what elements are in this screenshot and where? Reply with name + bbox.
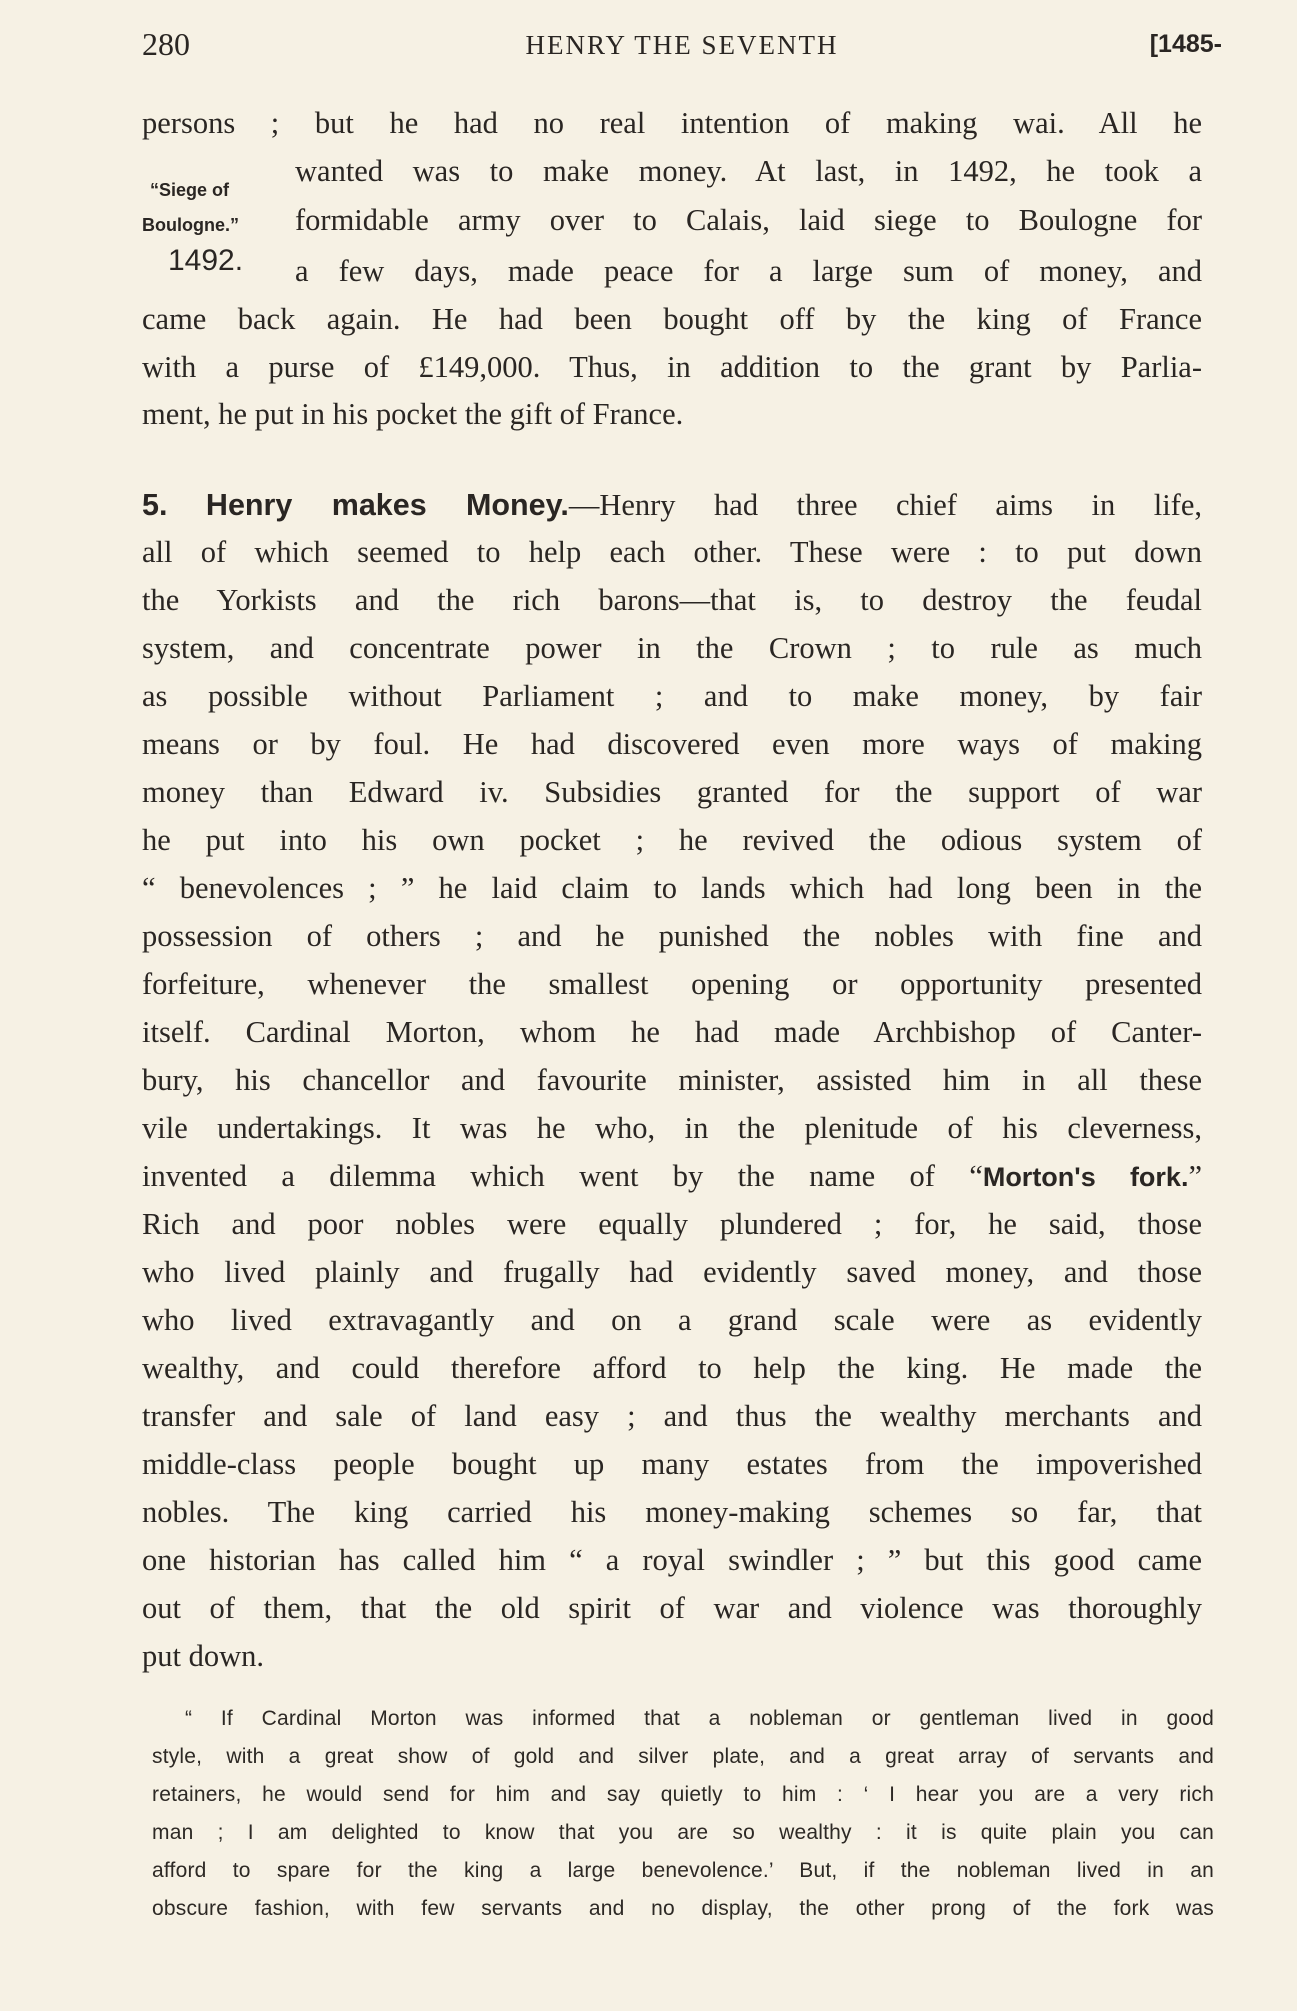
section-heading-line	[142, 488, 1202, 523]
section-number: 5.	[142, 488, 168, 522]
text-span: ”	[1188, 1159, 1202, 1193]
text-line: one historian has called him “ a royal swindler ; ” but this good came	[142, 1543, 1202, 1577]
footnote-line: style, with a great show of gold and silver plate, and a great array of servants and	[152, 1745, 1214, 1768]
section-title: Henry makes Money.	[205, 488, 569, 522]
text-line: wanted was to make money. At last, in 1492, he took a	[295, 154, 1202, 188]
page-number: 280	[142, 26, 190, 62]
mortons-fork-term: Morton's fork.	[982, 1162, 1189, 1192]
text-line: formidable army over to Calais, laid siege to Boulogne for	[295, 203, 1202, 237]
text-line: persons ; but he had no real intention of making wai. All he	[142, 106, 1202, 140]
text-line: itself. Cardinal Morton, whom he had made Archbishop of Canter-	[142, 1015, 1202, 1049]
text-line: who lived plainly and frugally had evidently saved money, and those	[142, 1255, 1202, 1289]
text-line: —Henry had three chief aims in life,	[568, 488, 1202, 522]
margin-note: “Siege of	[150, 180, 230, 200]
text-line: as possible without Parliament ; and to make money, by fair	[142, 679, 1202, 713]
text-line: he put into his own pocket ; he revived the odious system of	[142, 823, 1202, 857]
text-line: all of which seemed to help each other. These were : to put down	[142, 535, 1202, 569]
text-line: bury, his chancellor and favourite minister, assisted him in all these	[142, 1063, 1202, 1097]
text-line: possession of others ; and he punished the nobles with fine and	[142, 919, 1202, 953]
text-line	[142, 1159, 1202, 1194]
running-title: HENRY THE SEVENTH	[525, 30, 839, 60]
text-line: middle-class people bought up many estates from the impoverished	[142, 1447, 1202, 1481]
page-header	[142, 20, 1222, 70]
text-line: the Yorkists and the rich barons—that is, to destroy the feudal	[142, 583, 1202, 617]
margin-note: Boulogne.”	[142, 215, 239, 235]
text-line: wealthy, and could therefore afford to help the king. He made the	[142, 1351, 1202, 1385]
footnote-line: obscure fashion, with few servants and no display, the other prong of the fork was	[152, 1897, 1214, 1920]
text-line: nobles. The king carried his money-making schemes so far, that	[142, 1495, 1202, 1529]
text-line: put down.	[142, 1639, 264, 1673]
footnote-line: “ If Cardinal Morton was informed that a nobleman or gentleman lived in good	[185, 1707, 1214, 1730]
text-line: out of them, that the old spirit of war and violence was thoroughly	[142, 1591, 1202, 1625]
text-line: “ benevolences ; ” he laid claim to lands which had long been in the	[142, 871, 1202, 905]
footnote-line: afford to spare for the king a large benevolence.’ But, if the nobleman lived in an	[152, 1859, 1214, 1882]
footnote-line: retainers, he would send for him and say quietly to him : ‘ I hear you are a very rich	[152, 1783, 1214, 1806]
text-line: came back again. He had been bought off by the king of France	[142, 302, 1202, 336]
text-line: means or by foul. He had discovered even more ways of making	[142, 727, 1202, 761]
text-line: with a purse of £149,000. Thus, in addition to the grant by Parlia-	[142, 350, 1202, 384]
text-span: invented a dilemma which went by the name of “	[142, 1159, 983, 1193]
text-line: money than Edward iv. Subsidies granted for the support of war	[142, 775, 1202, 809]
text-line: ment, he put in his pocket the gift of France.	[142, 397, 684, 431]
text-line: vile undertakings. It was he who, in the plenitude of his cleverness,	[142, 1111, 1202, 1145]
text-line: transfer and sale of land easy ; and thus the wealthy merchants and	[142, 1399, 1202, 1433]
text-line: system, and concentrate power in the Crown ; to rule as much	[142, 631, 1202, 665]
text-line: a few days, made peace for a large sum of money, and	[295, 254, 1202, 288]
text-line: forfeiture, whenever the smallest opening or opportunity presented	[142, 967, 1202, 1001]
text-line: who lived extravagantly and on a grand scale were as evidently	[142, 1303, 1202, 1337]
margin-year: 1492.	[168, 244, 244, 277]
year-range: [1485-	[1149, 30, 1222, 58]
text-line: Rich and poor nobles were equally plundered ; for, he said, those	[142, 1207, 1202, 1241]
footnote-line: man ; I am delighted to know that you are so wealthy : it is quite plain you can	[152, 1821, 1214, 1844]
